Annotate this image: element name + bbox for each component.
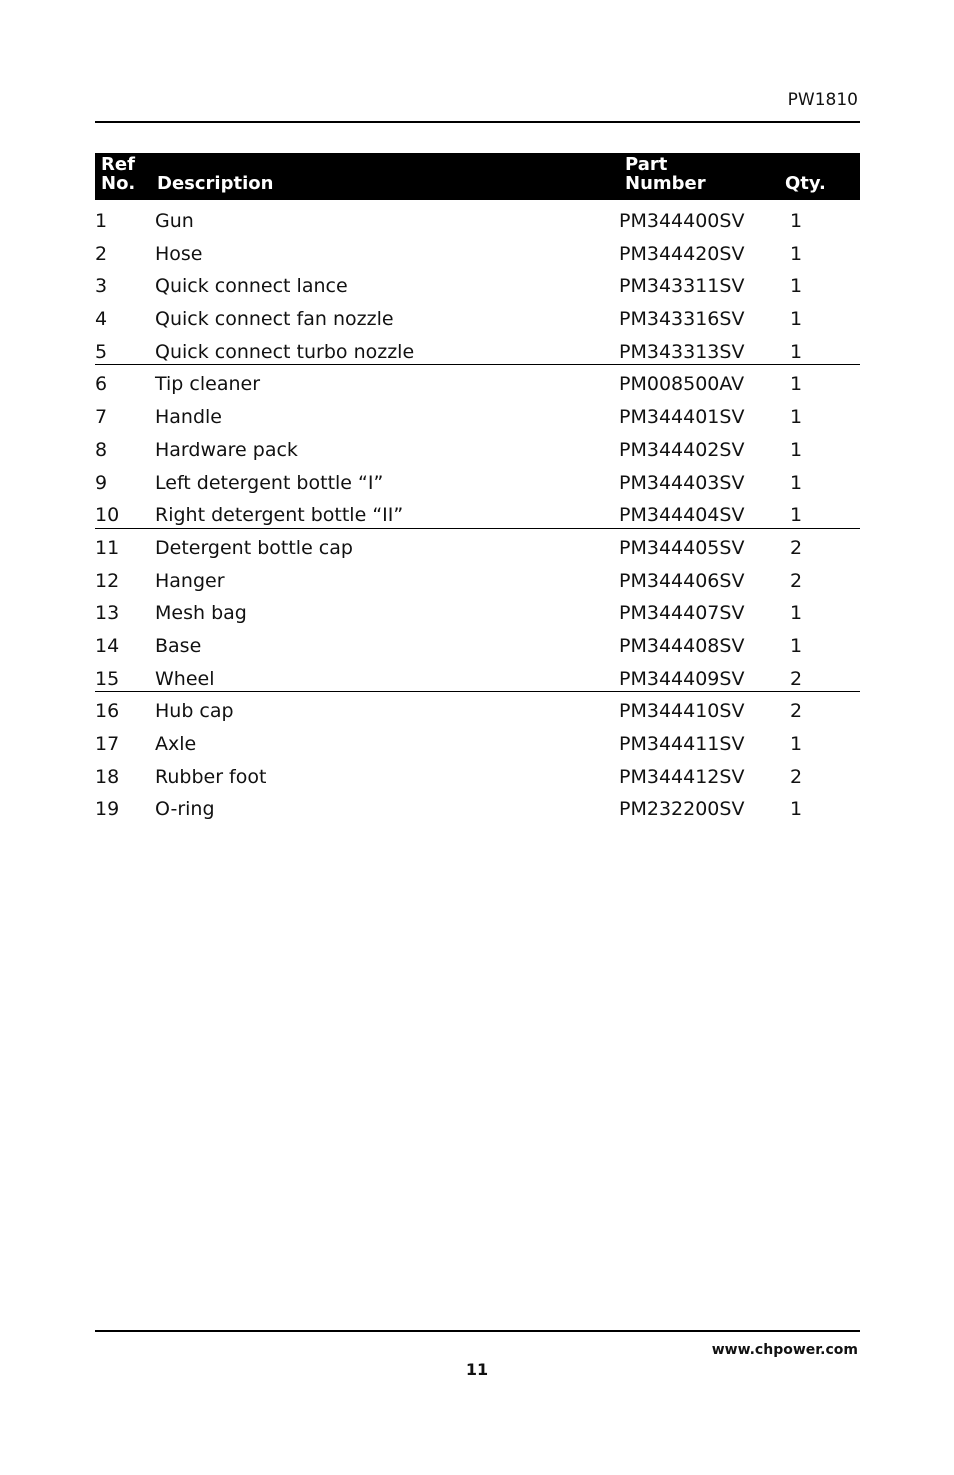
table-row xyxy=(95,627,860,660)
table-row xyxy=(95,594,860,627)
part-number-cell: PM232200SV xyxy=(619,798,745,821)
description-cell: Gun xyxy=(155,210,194,232)
part-number-cell: PM344420SV xyxy=(619,242,745,265)
model-number: PW1810 xyxy=(787,90,858,110)
part-number-cell: PM344410SV xyxy=(619,700,745,723)
qty-cell: 1 xyxy=(790,210,803,232)
ref-cell: 6 xyxy=(95,373,108,396)
ref-cell: 17 xyxy=(95,733,120,755)
part-number-cell: PM343316SV xyxy=(619,308,745,331)
table-row xyxy=(95,725,860,758)
table-row xyxy=(95,758,860,791)
ref-cell: 16 xyxy=(95,700,120,723)
ref-cell: 4 xyxy=(95,308,108,331)
ref-cell: 14 xyxy=(95,634,120,657)
part-number-cell: PM344408SV xyxy=(619,634,745,657)
table-row xyxy=(95,529,860,562)
ref-cell: 19 xyxy=(95,798,120,821)
part-number-cell: PM344402SV xyxy=(619,438,745,461)
part-number-cell: PM344412SV xyxy=(619,765,745,788)
qty-cell: 1 xyxy=(790,406,803,429)
description-cell: Mesh bag xyxy=(155,602,247,625)
footer-rule xyxy=(95,1330,860,1332)
column-header-ref xyxy=(101,155,135,193)
part-number-cell: PM344407SV xyxy=(619,602,745,625)
parts-table xyxy=(95,153,860,823)
qty-cell: 2 xyxy=(790,765,803,788)
table-row xyxy=(95,202,860,235)
description-cell: O-ring xyxy=(155,798,215,821)
ref-cell: 1 xyxy=(95,210,108,232)
ref-cell: 18 xyxy=(95,765,120,788)
qty-cell: 1 xyxy=(790,242,803,265)
qty-cell: 1 xyxy=(790,308,803,331)
description-cell: Hardware pack xyxy=(155,438,298,461)
column-header-qty: Qty. xyxy=(785,173,826,194)
description-cell: Wheel xyxy=(155,667,215,690)
qty-cell: 1 xyxy=(790,602,803,625)
table-row xyxy=(95,398,860,431)
description-cell: Quick connect lance xyxy=(155,275,348,298)
description-cell: Hanger xyxy=(155,569,225,592)
qty-cell: 1 xyxy=(790,471,803,494)
part-number-cell: PM344409SV xyxy=(619,667,745,690)
website-url: www.chpower.com xyxy=(711,1342,858,1358)
ref-cell: 12 xyxy=(95,569,120,592)
part-number-cell: PM344404SV xyxy=(619,504,745,527)
qty-cell: 1 xyxy=(790,733,803,755)
ref-cell: 8 xyxy=(95,438,108,461)
page-number: 11 xyxy=(465,1360,489,1379)
table-header xyxy=(95,153,860,200)
qty-cell: 1 xyxy=(790,634,803,657)
table-row xyxy=(95,300,860,333)
qty-cell: 1 xyxy=(790,438,803,461)
description-cell: Rubber foot xyxy=(155,765,267,788)
qty-cell: 2 xyxy=(790,536,803,559)
table-row xyxy=(95,267,860,300)
table-row xyxy=(95,431,860,464)
description-cell: Detergent bottle cap xyxy=(155,536,353,559)
ref-cell: 15 xyxy=(95,667,120,690)
qty-cell: 1 xyxy=(790,504,803,527)
table-row xyxy=(95,496,860,529)
description-cell: Quick connect turbo nozzle xyxy=(155,340,415,363)
table-row xyxy=(95,692,860,725)
ref-cell: 7 xyxy=(95,406,108,429)
description-cell: Hose xyxy=(155,242,203,265)
column-header-part-number xyxy=(625,155,706,193)
qty-cell: 1 xyxy=(790,340,803,363)
table-row xyxy=(95,235,860,268)
part-number-cell: PM344405SV xyxy=(619,536,745,559)
ref-cell: 3 xyxy=(95,275,108,298)
qty-cell: 2 xyxy=(790,700,803,723)
qty-cell: 1 xyxy=(790,798,803,821)
part-number-cell: PM008500AV xyxy=(619,373,745,396)
table-row xyxy=(95,464,860,497)
part-number-cell: PM343313SV xyxy=(619,340,745,363)
part-number-cell: PM343311SV xyxy=(619,275,745,298)
part-header-line2: Number xyxy=(625,173,706,194)
header-rule xyxy=(95,121,860,123)
ref-cell: 13 xyxy=(95,602,120,625)
qty-cell: 1 xyxy=(790,373,803,396)
ref-cell: 2 xyxy=(95,242,108,265)
description-cell: Handle xyxy=(155,406,223,429)
ref-cell: 10 xyxy=(95,504,120,527)
table-body xyxy=(95,202,860,823)
ref-cell: 9 xyxy=(95,471,108,494)
part-number-cell: PM344406SV xyxy=(619,569,745,592)
table-row xyxy=(95,562,860,595)
table-row xyxy=(95,365,860,398)
table-row xyxy=(95,790,860,823)
part-number-cell: PM344411SV xyxy=(619,733,745,755)
part-header-line1: Part xyxy=(625,154,668,175)
description-cell: Right detergent bottle “II” xyxy=(155,504,404,527)
part-number-cell: PM344400SV xyxy=(619,210,745,232)
part-number-cell: PM344403SV xyxy=(619,471,745,494)
description-cell: Left detergent bottle “I” xyxy=(155,471,384,494)
description-cell: Quick connect fan nozzle xyxy=(155,308,394,331)
ref-header-line2: No. xyxy=(101,173,136,194)
ref-cell: 5 xyxy=(95,340,108,363)
table-row xyxy=(95,660,860,693)
description-cell: Base xyxy=(155,634,202,657)
table-row xyxy=(95,333,860,366)
qty-cell: 2 xyxy=(790,667,803,690)
part-number-cell: PM344401SV xyxy=(619,406,745,429)
qty-cell: 2 xyxy=(790,569,803,592)
qty-cell: 1 xyxy=(790,275,803,298)
description-cell: Axle xyxy=(155,733,197,755)
description-cell: Tip cleaner xyxy=(155,373,261,396)
ref-cell: 11 xyxy=(95,536,120,559)
column-header-description: Description xyxy=(157,173,274,194)
description-cell: Hub cap xyxy=(155,700,234,723)
ref-header-line1: Ref xyxy=(101,154,135,175)
